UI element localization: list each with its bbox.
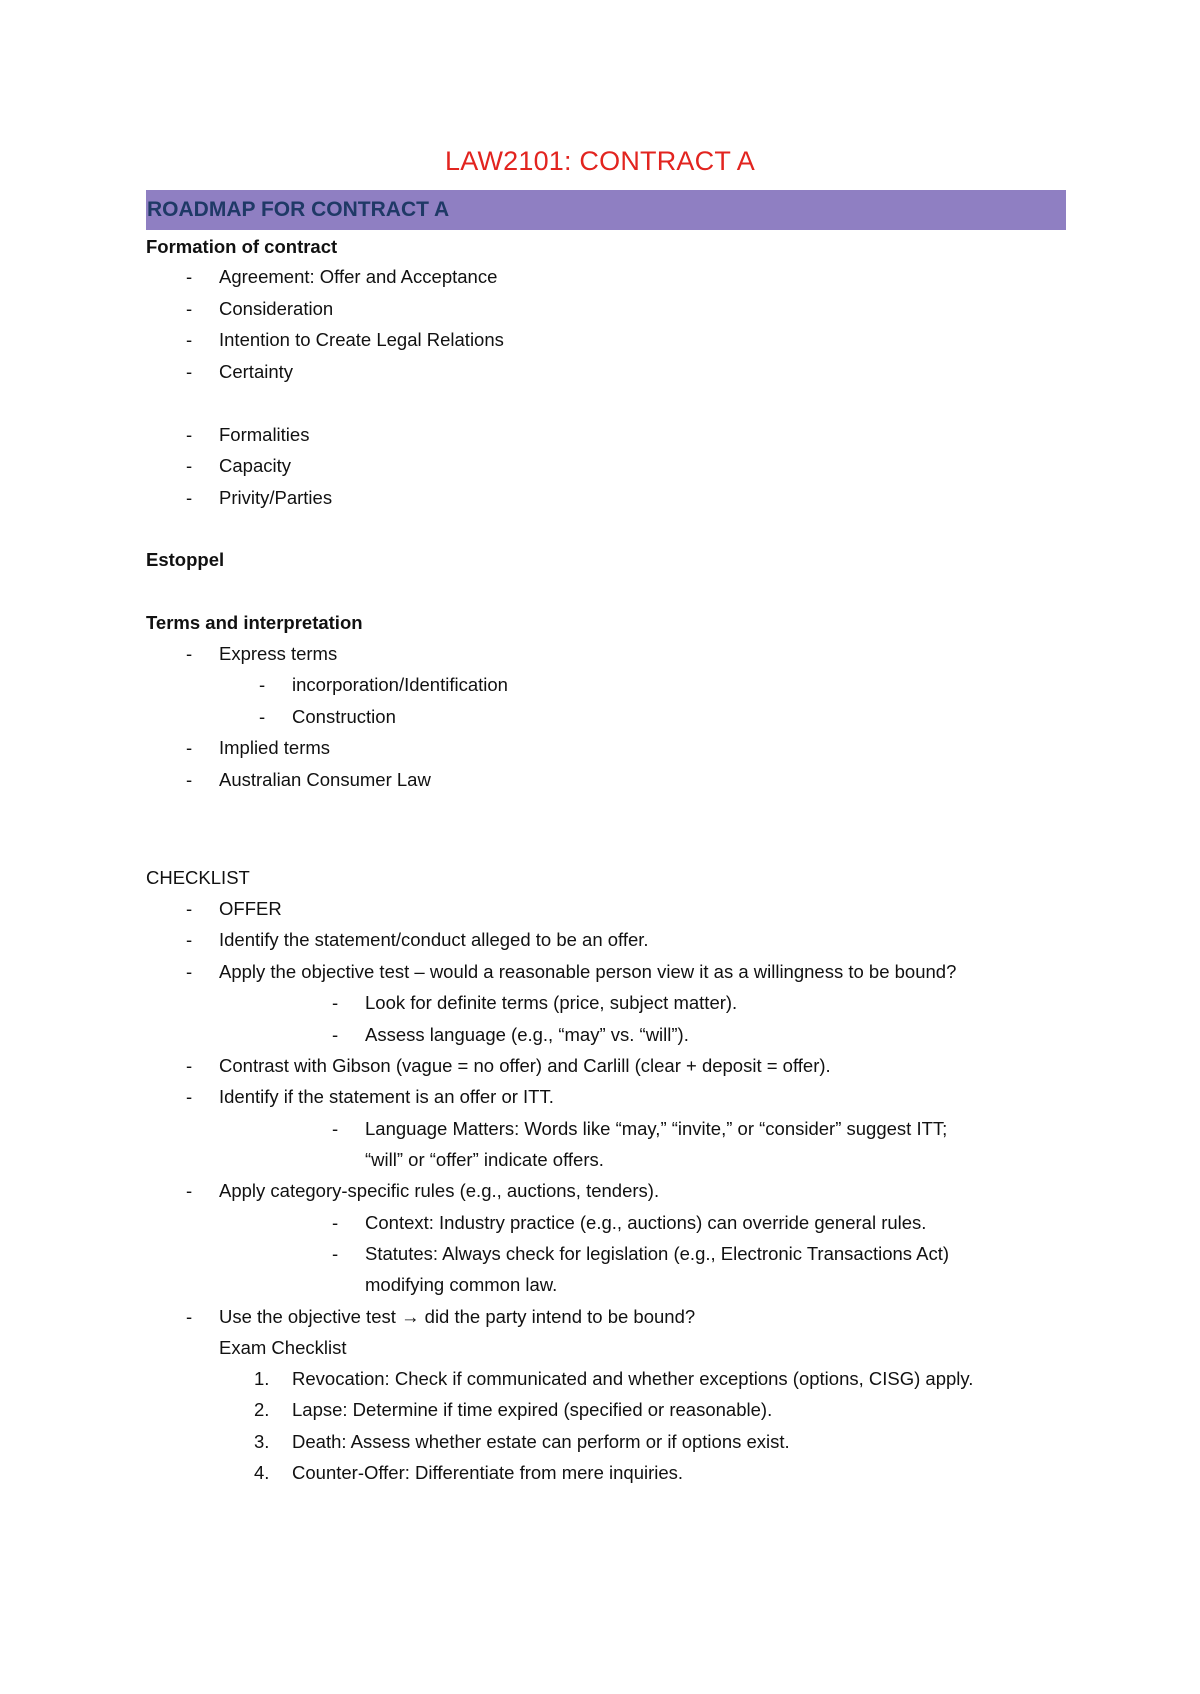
list-bullet: - — [186, 737, 193, 758]
formation-heading: Formation of contract — [146, 236, 338, 257]
list-bullet: - — [186, 769, 193, 790]
list-item: Agreement: Offer and Acceptance — [219, 266, 498, 287]
list-bullet: - — [186, 1180, 193, 1201]
list-item: Capacity — [219, 455, 291, 476]
list-bullet: - — [186, 1055, 193, 1076]
list-bullet: - — [259, 674, 266, 695]
estoppel-heading: Estoppel — [146, 549, 225, 570]
list-item-continuation: “will” or “offer” indicate offers. — [365, 1149, 604, 1170]
list-item-continuation: modifying common law. — [365, 1274, 558, 1295]
list-bullet: - — [186, 929, 193, 950]
list-item: Contrast with Gibson (vague = no offer) and Carlill (clear + deposit = offer). — [219, 1055, 831, 1076]
terms-heading: Terms and interpretation — [146, 612, 363, 633]
checklist-heading: CHECKLIST — [146, 867, 250, 888]
list-bullet: - — [186, 1086, 193, 1107]
list-bullet: - — [332, 1243, 339, 1264]
list-bullet: - — [186, 1306, 193, 1327]
list-item: Express terms — [219, 643, 338, 664]
list-item: Use the objective test → did the party intend to be bound? — [219, 1306, 696, 1327]
list-item: Identify if the statement is an offer or ITT. — [219, 1086, 554, 1107]
list-item: OFFER — [219, 898, 282, 919]
list-item: Implied terms — [219, 737, 331, 758]
list-bullet: - — [186, 455, 193, 476]
list-item: Context: Industry practice (e.g., auctions) can override general rules. — [365, 1212, 927, 1233]
list-bullet: - — [332, 1118, 339, 1139]
list-bullet: - — [186, 643, 193, 664]
list-item: Apply category-specific rules (e.g., auctions, tenders). — [219, 1180, 660, 1201]
numbered-item: Counter-Offer: Differentiate from mere inquiries. — [292, 1462, 684, 1483]
list-bullet: - — [186, 329, 193, 350]
list-bullet: - — [186, 266, 193, 287]
numbered-item-marker: 4. — [254, 1462, 270, 1483]
list-item: Identify the statement/conduct alleged to be an offer. — [219, 929, 649, 950]
numbered-item: Revocation: Check if communicated and whether exceptions (options, CISG) apply. — [292, 1368, 974, 1389]
list-item: Formalities — [219, 424, 310, 445]
list-item: Consideration — [219, 298, 334, 319]
list-bullet: - — [332, 1212, 339, 1233]
numbered-item: Death: Assess whether estate can perform or if options exist. — [292, 1431, 790, 1452]
list-item: Look for definite terms (price, subject matter). — [365, 992, 738, 1013]
numbered-item-marker: 3. — [254, 1431, 270, 1452]
list-item: incorporation/Identification — [292, 674, 508, 695]
numbered-item: Lapse: Determine if time expired (specified or reasonable). — [292, 1399, 773, 1420]
list-bullet: - — [186, 961, 193, 982]
list-item: Construction — [292, 706, 396, 727]
list-bullet: - — [186, 424, 193, 445]
list-item: Australian Consumer Law — [219, 769, 431, 790]
list-item: Statutes: Always check for legislation (e.g., Electronic Transactions Act) — [365, 1243, 950, 1264]
document-title: LAW2101: CONTRACT A — [445, 146, 755, 176]
numbered-item-marker: 2. — [254, 1399, 270, 1420]
list-bullet: - — [186, 298, 193, 319]
list-item: Apply the objective test – would a reasonable person view it as a willingness to be bound? — [219, 961, 957, 982]
list-bullet: - — [332, 1024, 339, 1045]
section-banner: ROADMAP FOR CONTRACT A — [146, 190, 1066, 230]
numbered-item-marker: 1. — [254, 1368, 270, 1389]
list-bullet: - — [186, 361, 193, 382]
list-bullet: - — [186, 487, 193, 508]
list-item: Certainty — [219, 361, 294, 382]
list-bullet: - — [332, 992, 339, 1013]
list-bullet: - — [259, 706, 266, 727]
exam-checklist-label: Exam Checklist — [219, 1337, 347, 1358]
list-item: Privity/Parties — [219, 487, 333, 508]
list-item: Intention to Create Legal Relations — [219, 329, 504, 350]
list-bullet: - — [186, 898, 193, 919]
list-item: Language Matters: Words like “may,” “invite,” or “consider” suggest ITT; — [365, 1118, 948, 1139]
list-item: Assess language (e.g., “may” vs. “will”). — [365, 1024, 689, 1045]
